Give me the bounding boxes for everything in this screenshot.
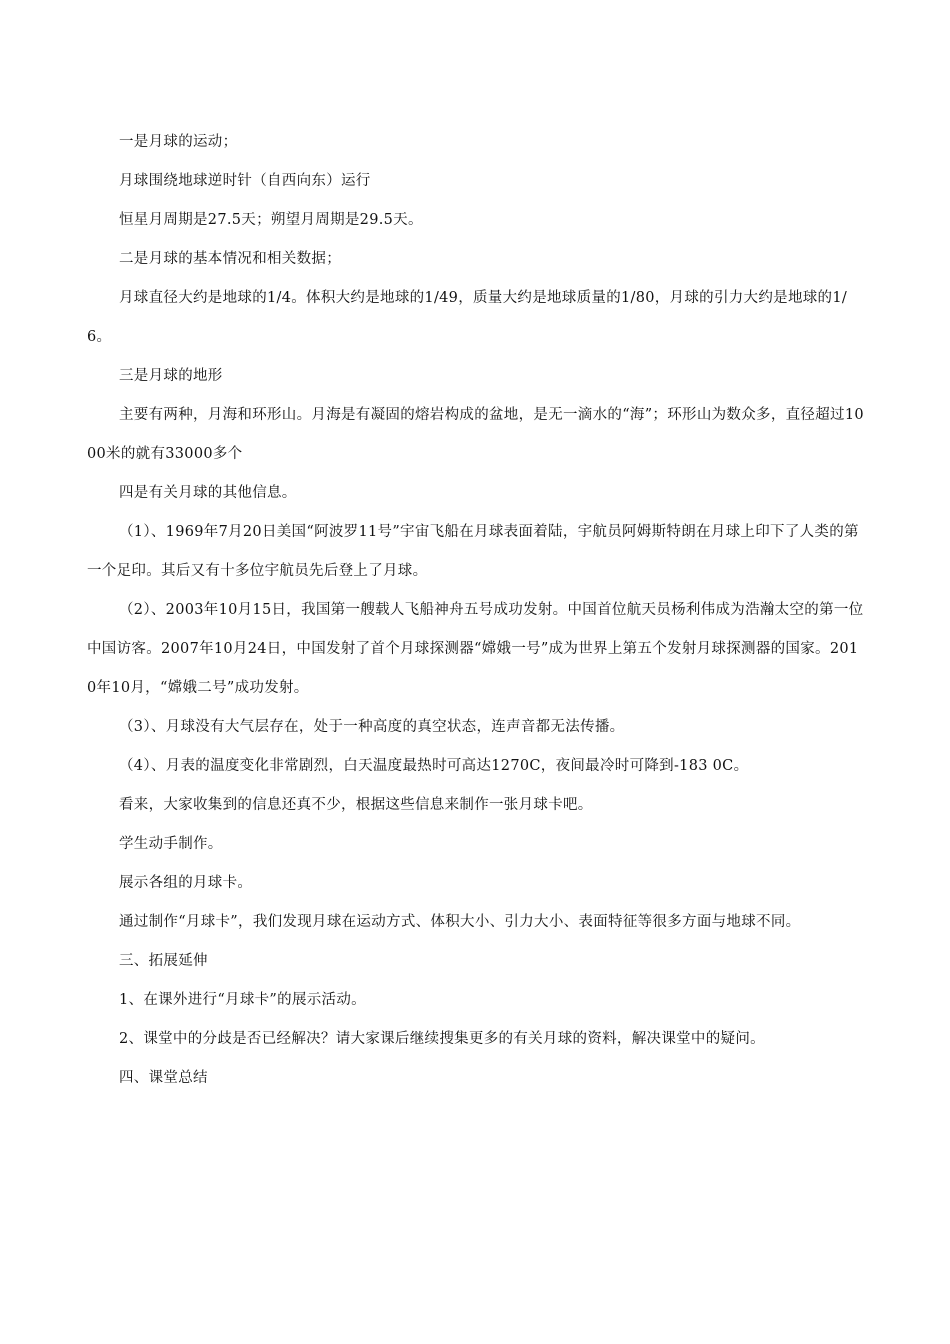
paragraph-moon-other-heading: 四是有关月球的其他信息。	[119, 485, 297, 501]
paragraph-show-cards: 展示各组的月球卡。	[119, 875, 253, 891]
paragraph-moon-terrain-heading: 三是月球的地形	[119, 368, 223, 384]
paragraph-info-1: （1）、1969年7月20日美国“阿波罗11号”宇宙飞船在月球表面着陆，宇航员阿姆斯特朗在月球上印下了人类的第一个足印。其后又有十多位宇航员先后登上了月球。	[87, 524, 859, 579]
paragraph-extension-2: 2、课堂中的分歧是否已经解决？请大家课后继续搜集更多的有关月球的资料，解决课堂中的疑问。	[119, 1031, 765, 1047]
paragraph-moon-periods: 恒星月周期是27.5天；朔望月周期是29.5天。	[119, 212, 423, 228]
document-body	[87, 123, 865, 1098]
paragraph-moon-basic-heading: 二是月球的基本情况和相关数据；	[119, 251, 341, 267]
paragraph-info-4: （4）、月表的温度变化非常剧烈，白天温度最热时可高达1270C，夜间最冷时可降到-183 0C。	[119, 758, 749, 774]
paragraph-student-work: 学生动手制作。	[119, 836, 223, 852]
section-heading-summary: 四、课堂总结	[119, 1070, 208, 1086]
section-heading-extension: 三、拓展延伸	[119, 953, 208, 969]
paragraph-extension-1: 1、在课外进行“月球卡”的展示活动。	[119, 992, 366, 1008]
paragraph-moon-motion-heading: 一是月球的运动；	[119, 134, 238, 150]
paragraph-moon-basic-data: 月球直径大约是地球的1/4。体积大约是地球的1/49，质量大约是地球质量的1/80，月球的引力大约是地球的1/6。	[87, 290, 848, 345]
paragraph-info-3: （3）、月球没有大气层存在，处于一种高度的真空状态，连声音都无法传播。	[119, 719, 625, 735]
paragraph-info-2: （2）、2003年10月15日，我国第一艘载人飞船神舟五号成功发射。中国首位航天员杨利伟成为浩瀚太空的第一位中国访客。2007年10月24日，中国发射了首个月球探测器“嫦娥一号”成为世界上第五个发射月球探测器的国家。2010年10月，“嫦娥二号”成功发射。	[87, 602, 864, 696]
paragraph-moon-terrain: 主要有两种，月海和环形山。月海是有凝固的熔岩构成的盆地，是无一滴水的“海”；环形山为数众多，直径超过1000米的就有33000多个	[87, 407, 864, 462]
paragraph-moon-orbit: 月球围绕地球逆时针（自西向东）运行	[119, 173, 371, 189]
paragraph-card-conclusion: 通过制作“月球卡”，我们发现月球在运动方式、体积大小、引力大小、表面特征等很多方面与地球不同。	[119, 914, 801, 930]
paragraph-make-card: 看来，大家收集到的信息还真不少，根据这些信息来制作一张月球卡吧。	[119, 797, 593, 813]
